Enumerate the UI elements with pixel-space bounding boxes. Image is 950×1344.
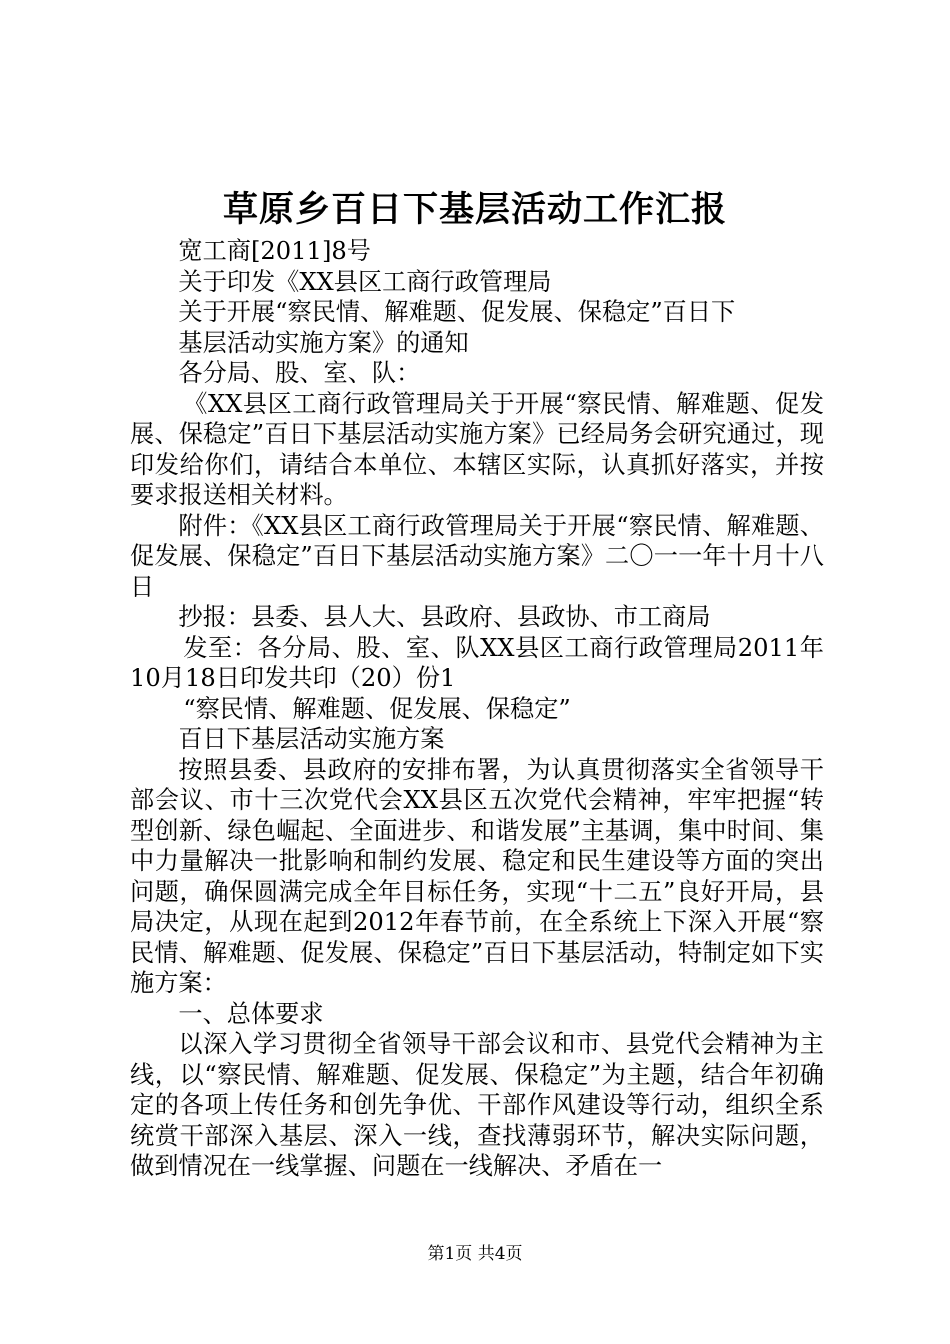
notice-title-line-3: 基层活动实施方案》的通知 <box>178 328 469 357</box>
document-body <box>130 236 824 1182</box>
plan-title-line-2: 百日下基层活动实施方案 <box>178 725 445 753</box>
distribution-line: 发至：各分局、股、室、队XX县区工商行政管理局2011年10月18日印发共印（20）份1 <box>130 633 824 692</box>
page-number: 第1页 共4页 <box>427 1244 523 1264</box>
notice-title-line-1: 关于印发《XX县区工商行政管理局 <box>178 267 552 296</box>
recipients: 各分局、股、室、队： <box>178 359 421 387</box>
attachment-paragraph: 附件：《XX县区工商行政管理局关于开展“察民情、解难题、促发展、保稳定”百日下基层活动实施方案》二〇一一年十月十八日 <box>130 511 824 601</box>
section-heading: 一、总体要求 <box>178 999 324 1028</box>
notice-title-line-2: 关于开展“察民情、解难题、促发展、保稳定”百日下 <box>178 298 736 326</box>
body-paragraph: 《XX县区工商行政管理局关于开展“察民情、解难题、促发展、保稳定”百日下基层活动实施方案》已经局务会研究通过，现印发给你们，请结合本单位、本辖区实际，认真抓好落实，并按要求报送相关材料。 <box>130 389 824 509</box>
cc-line: 抄报：县委、县人大、县政府、县政协、市工商局 <box>178 603 711 631</box>
doc-number: 宽工商[2011]8号 <box>178 237 371 265</box>
body-paragraph: 以深入学习贯彻全省领导干部会议和市、县党代会精神为主线，以“察民情、解难题、促发展、保稳定”为主题，结合年初确定的各项上传任务和创先争优、干部作风建设等行动，组织全系统赏干部深入基层、深入一线，查找薄弱环节，解决实际问题，做到情况在一线掌握、问题在一线解决、矛盾在一 <box>130 1030 824 1180</box>
plan-title-line-1: “察民情、解难题、促发展、保稳定” <box>183 694 571 723</box>
document-title: 草原乡百日下基层活动工作汇报 <box>222 189 727 230</box>
body-paragraph: 按照县委、县政府的安排布署，为认真贯彻落实全省领导干部会议、市十三次党代会XX县区五次党代会精神，牢牢把握“转型创新、绿色崛起、全面进步、和谐发展”主基调，集中时间、集中力量解决一批影响和制约发展、稳定和民生建设等方面的突出问题，确保圆满完成全年目标任务，实现“十二五”良好开局，县局决定，从现在起到2012年春节前，在全系统上下深入开展“察民情、解难题、促发展、保稳定”百日下基层活动，特制定如下实施方案： <box>130 755 824 997</box>
